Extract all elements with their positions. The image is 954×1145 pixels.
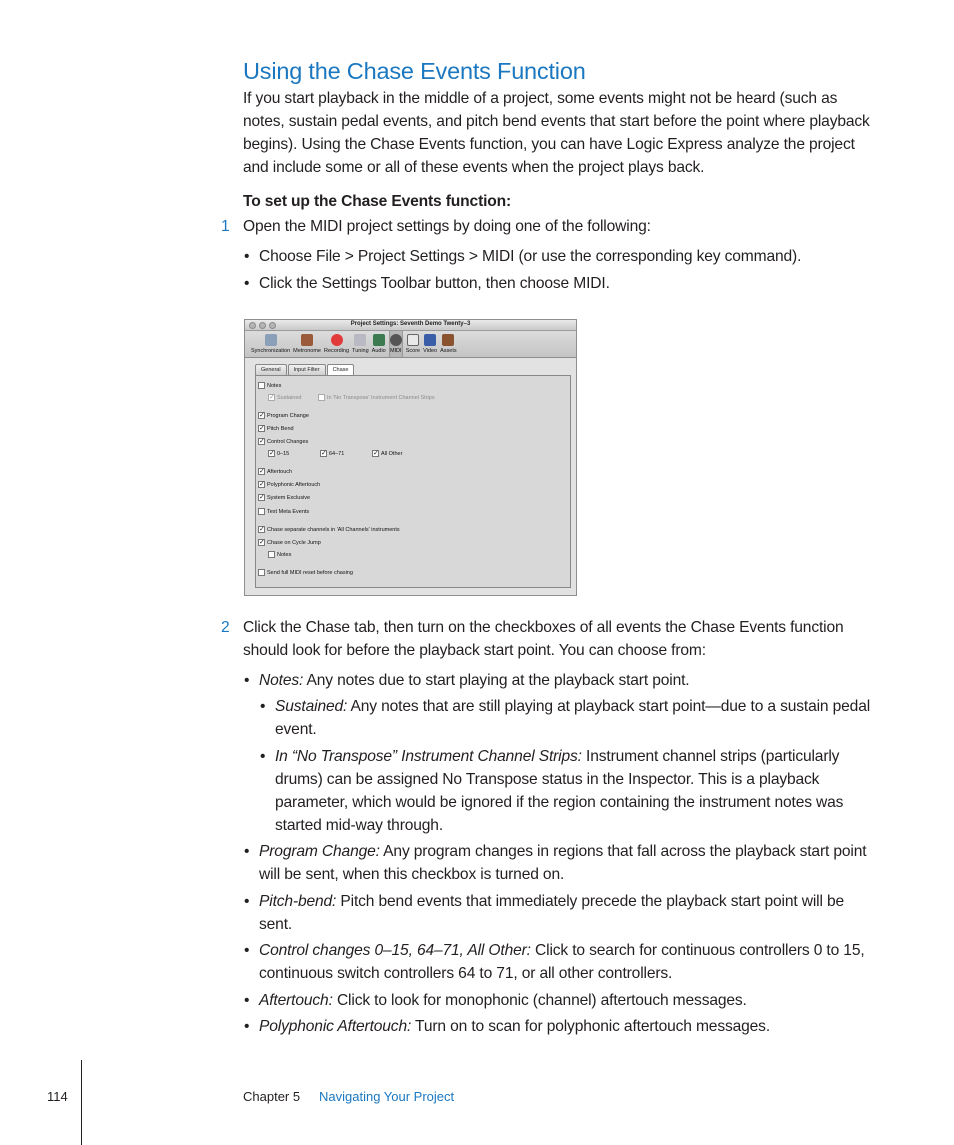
step-text: Open the MIDI project settings by doing one of the following: — [243, 218, 651, 235]
toolbar-recording — [324, 331, 349, 357]
item-text: Any program changes in regions that fall across the playback start point will be sent, when this checkbox is turned on. — [259, 843, 867, 883]
bullet-dot: • — [244, 1018, 250, 1035]
list-item — [244, 272, 871, 295]
midi-icon — [390, 334, 402, 346]
tab-general: General — [255, 364, 287, 375]
toolbar-label: Recording — [323, 348, 350, 354]
toolbar-midi — [389, 331, 403, 357]
item-text: Instrument channel strips (particularly drums) can be assigned No Transpose status in the Inspector. This is a playback parameter, which would be ignored if the region containing the instrument notes was started mid-way through. — [275, 748, 844, 834]
list-item — [244, 245, 871, 268]
task-heading: To set up the Chase Events function: — [243, 193, 512, 210]
window-title: Project Settings: Seventh Demo Twenty–3 — [350, 321, 471, 327]
step-number: 1 — [221, 218, 230, 235]
toolbar-label: Synchronization — [251, 348, 291, 354]
checkbox-pitch-bend: ✓ Pitch Bend — [259, 425, 294, 432]
sync-icon — [265, 334, 277, 346]
bullet-dot: • — [244, 843, 250, 860]
list-item — [244, 890, 871, 936]
checkbox-text-meta: Text Meta Events — [258, 508, 309, 515]
item-text: Click to search for continuous controllers 0 to 15, continuous switch controllers 64 to 71, or all other controllers. — [259, 942, 865, 982]
score-icon — [407, 334, 419, 346]
toolbar-video — [423, 331, 437, 357]
step-text: Click the Chase tab, then turn on the checkboxes of all events the Chase Events function should look for before the playback start point. You can choose from: — [243, 619, 844, 659]
toolbar-audio — [372, 331, 386, 357]
item-text: Any notes due to start playing at the playback start point. — [303, 672, 690, 689]
item-term: Pitch-bend: — [259, 893, 337, 910]
checkbox-cc-0-15: ✓ 0–15 — [269, 450, 290, 457]
footer-divider — [81, 1060, 82, 1145]
toolbar-assets — [440, 331, 457, 357]
list-item — [244, 989, 871, 1012]
checkbox-poly-aftertouch: ✓ Polyphonic Aftertouch — [259, 481, 321, 488]
item-term: In “No Transpose” Instrument Channel Strips: — [275, 748, 582, 765]
video-icon — [424, 334, 436, 346]
section-title: Using the Chase Events Function — [243, 58, 586, 84]
bullet-dot: • — [260, 698, 266, 715]
item-term: Notes: — [259, 672, 304, 689]
toolbar-label: Metronome — [293, 348, 321, 354]
tuning-fork-icon — [354, 334, 366, 346]
item-text: Pitch bend events that immediately precede the playback start point will be sent. — [259, 893, 845, 933]
toolbar-metronome — [293, 331, 321, 357]
item-text: Turn on to scan for polyphonic aftertouch messages. — [411, 1018, 771, 1035]
checkbox-chase-cycle: ✓ Chase on Cycle Jump — [259, 539, 321, 546]
checkbox-chase-separate: ✓ Chase separate channels in 'All Channels' instruments — [259, 526, 400, 533]
toolbar-label: Video — [423, 348, 438, 354]
step-number: 2 — [221, 619, 230, 636]
tab-input-filter: Input Filter — [288, 364, 326, 375]
chapter-label: Chapter 5 — [243, 1089, 301, 1104]
chapter-title: Navigating Your Project — [319, 1089, 455, 1104]
bullet-dot: • — [244, 248, 250, 265]
bullet-dot: • — [260, 748, 266, 765]
toolbar-label: MIDI — [389, 348, 402, 354]
tab-chase: Chase — [327, 364, 355, 375]
checkbox-program-change: ✓ Program Change — [259, 412, 309, 419]
step-2 — [221, 616, 873, 662]
checkbox-control-changes: ✓ Control Changes — [259, 438, 309, 445]
toolbar-score — [406, 331, 420, 357]
settings-toolbar — [245, 331, 576, 358]
toolbar-tuning — [352, 331, 369, 357]
chase-panel — [255, 375, 571, 588]
list-item — [244, 840, 871, 886]
list-item — [244, 1015, 871, 1038]
item-term: Control changes 0–15, 64–71, All Other: — [259, 942, 531, 959]
list-item-text: Choose File > Project Settings > MIDI (or use the corresponding key command). — [259, 248, 802, 265]
checkbox-cc-all-other: ✓ All Other — [373, 450, 403, 457]
bullet-dot: • — [244, 893, 250, 910]
item-text: Click to look for monophonic (channel) aftertouch messages. — [332, 992, 747, 1009]
checkbox-cc-64-71: ✓ 64–71 — [321, 450, 345, 457]
intro-paragraph: If you start playback in the middle of a project, some events might not be heard (such as notes, sustain pedal events, and pitch bend events that start before the point where playback begins). Using the Chase Events function, you can have Logic Express analyze the project and include some or all of these events when the project plays back. — [243, 90, 870, 176]
toolbar-label: Assets — [440, 348, 457, 354]
item-term: Aftertouch: — [259, 992, 333, 1009]
item-term: Sustained: — [275, 698, 348, 715]
list-item-text: Click the Settings Toolbar button, then choose MIDI. — [259, 275, 610, 292]
checkbox-aftertouch: ✓ Aftertouch — [259, 468, 293, 475]
checkbox-no-transpose: In 'No Transpose' Instrument Channel Strips — [318, 394, 435, 401]
list-item — [260, 745, 871, 837]
window-titlebar — [245, 320, 576, 331]
bullet-dot: • — [244, 275, 250, 292]
checkbox-send-reset: Send full MIDI reset before chasing — [258, 569, 353, 576]
audio-icon — [373, 334, 385, 346]
checkbox-notes: Notes — [258, 382, 281, 389]
list-item — [260, 695, 871, 741]
project-settings-screenshot — [244, 319, 577, 596]
item-text: Any notes that are still playing at playback start point—due to a sustain pedal event. — [275, 698, 871, 738]
settings-tabs — [255, 364, 355, 375]
list-item — [244, 669, 871, 692]
toolbar-label: Score — [405, 348, 421, 354]
step-1 — [221, 215, 873, 238]
toolbar-label: Audio — [371, 348, 386, 354]
bullet-dot: • — [244, 992, 250, 1009]
toolbar-synchronization — [251, 331, 290, 357]
toolbar-label: Tuning — [352, 348, 369, 354]
checkbox-sysex: ✓ System Exclusive — [259, 494, 311, 501]
record-icon — [331, 334, 343, 346]
checkbox-cycle-notes: Notes — [268, 551, 291, 558]
bullet-dot: • — [244, 942, 250, 959]
metronome-icon — [301, 334, 313, 346]
assets-icon — [442, 334, 454, 346]
item-term: Polyphonic Aftertouch: — [259, 1018, 412, 1035]
list-item — [244, 939, 871, 985]
bullet-dot: • — [244, 672, 250, 689]
checkbox-sustained: ✓ Sustained — [269, 394, 302, 401]
item-term: Program Change: — [259, 843, 380, 860]
page-number: 114 — [47, 1089, 68, 1104]
